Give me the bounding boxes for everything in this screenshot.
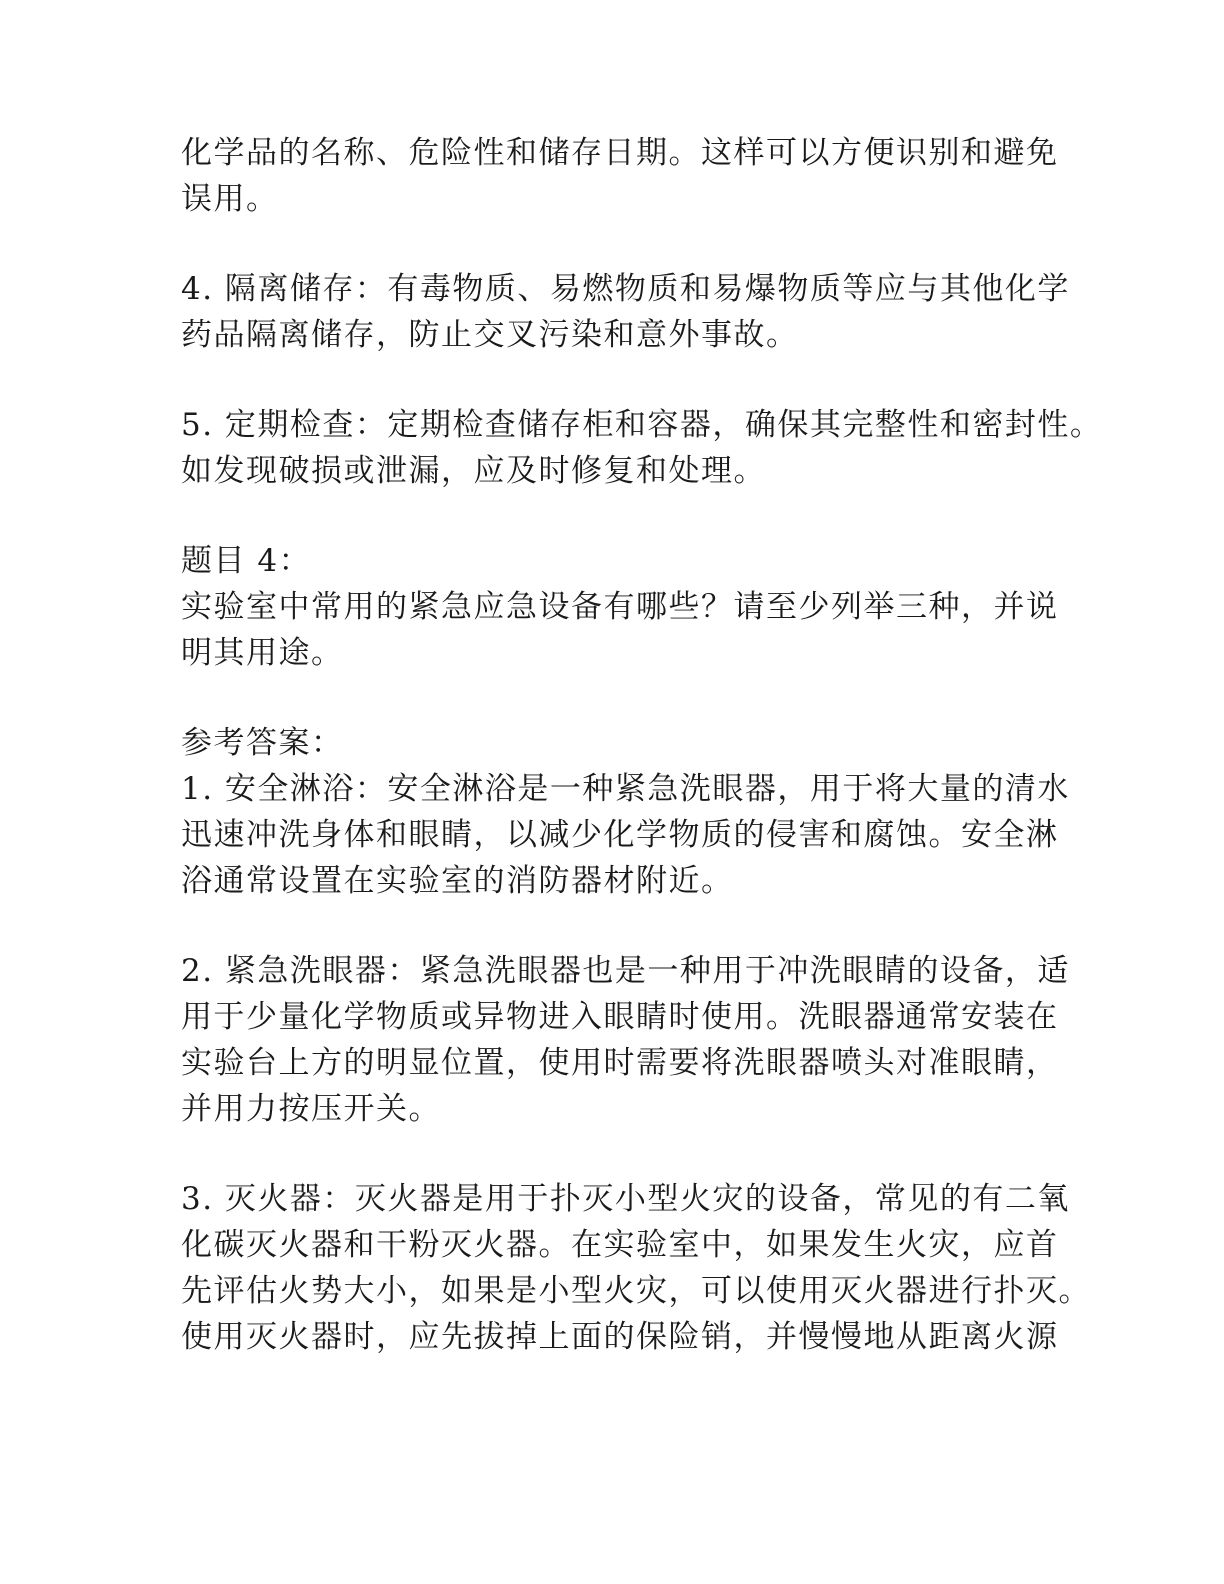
text-line: 药品隔离储存，防止交叉污染和意外事故。 — [181, 317, 799, 353]
text-line: 迅速冲洗身体和眼睛，以减少化学物质的侵害和腐蚀。安全淋 — [181, 817, 1059, 853]
text-line: 并用力按压开关。 — [181, 1091, 441, 1127]
text-line: 实验台上方的明显位置，使用时需要将洗眼器喷头对准眼睛， — [181, 1045, 1059, 1081]
text-line: 使用灭火器时，应先拔掉上面的保险销，并慢慢地从距离火源 — [181, 1319, 1059, 1355]
text-line: 误用。 — [181, 181, 279, 217]
paragraph-gap — [181, 904, 1061, 948]
text-line: 4. 隔离储存：有毒物质、易燃物质和易爆物质等应与其他化学 — [181, 271, 1070, 307]
text-line: 化碳灭火器和干粉灭火器。在实验室中，如果发生火灾，应首 — [181, 1227, 1059, 1263]
paragraph-gap — [181, 222, 1061, 266]
text-line: 如发现破损或泄漏，应及时修复和处理。 — [181, 453, 766, 489]
paragraph-gap — [181, 358, 1061, 402]
question-text: 明其用途。 — [181, 635, 344, 671]
text-line: 2. 紧急洗眼器：紧急洗眼器也是一种用于冲洗眼睛的设备，适 — [181, 953, 1070, 989]
paragraph-gap — [181, 1132, 1061, 1176]
paragraph-gap — [181, 676, 1061, 720]
answer-heading: 参考答案： — [181, 725, 344, 761]
text-line: 用于少量化学物质或异物进入眼睛时使用。洗眼器通常安装在 — [181, 999, 1059, 1035]
text-line: 1. 安全淋浴：安全淋浴是一种紧急洗眼器，用于将大量的清水 — [181, 771, 1070, 807]
paragraph-gap — [181, 494, 1061, 538]
text-line: 浴通常设置在实验室的消防器材附近。 — [181, 863, 734, 899]
question-text: 实验室中常用的紧急应急设备有哪些？请至少列举三种，并说 — [181, 589, 1059, 625]
question-heading: 题目 4： — [181, 543, 312, 579]
text-line: 先评估火势大小，如果是小型火灾，可以使用灭火器进行扑灭。 — [181, 1273, 1091, 1309]
text-line: 3. 灭火器：灭火器是用于扑灭小型火灾的设备，常见的有二氧 — [181, 1181, 1070, 1217]
document-page — [181, 130, 1103, 1360]
text-line: 化学品的名称、危险性和储存日期。这样可以方便识别和避免 — [181, 135, 1059, 171]
text-line: 5. 定期检查：定期检查储存柜和容器，确保其完整性和密封性。 — [181, 407, 1103, 443]
